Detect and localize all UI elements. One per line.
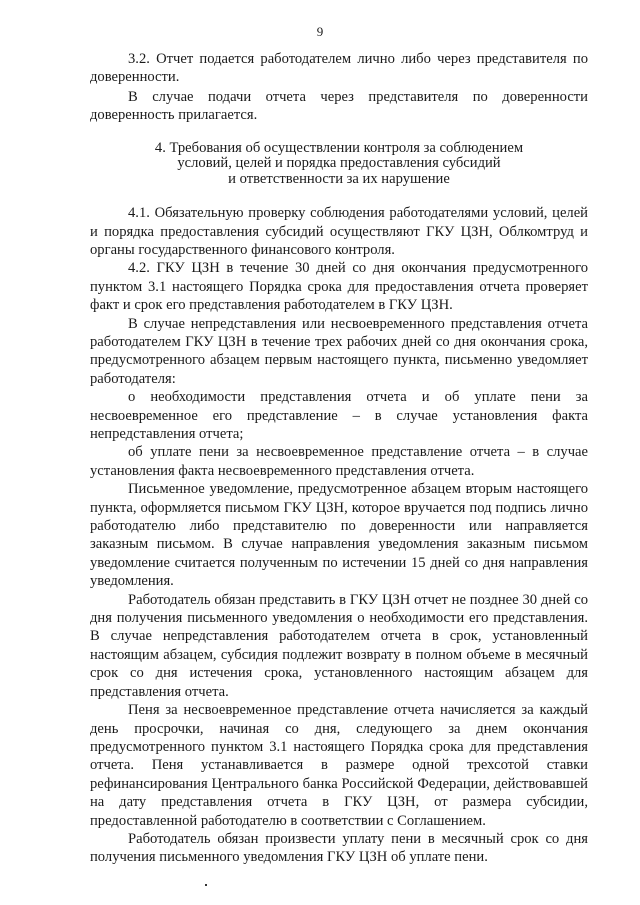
paragraph-power-of-attorney: В случае подачи отчета через представителя по доверенности доверенность прилагается. <box>90 88 588 124</box>
paragraph-report-deadline: Работодатель обязан представить в ГКУ ЦЗН отчет не позднее 30 дней со дня получения письменного уведомления о необходимости его представления. В случае непредставления работодателем отчета в срок, установленный настоящим абзацем, субсидия подлежит возврату в полном объеме в месячный срок со дня истечения срока, установленного настоящим абзацем для представления отчета. <box>90 591 588 700</box>
page-number: 9 <box>316 24 324 39</box>
paragraph-4-1: 4.1. Обязательную проверку соблюдения работодателями условий, целей и порядка предоставления субсидий осуществляют ГКУ ЦЗН, Облкомтруд и органы государственного финансового контроля. <box>90 205 588 258</box>
list-item-submit-report: о необходимости представления отчета и об уплате пени за несвоевременное его представление – в случае установления факта непредставления отчета; <box>90 389 588 442</box>
section-heading-line-2: условий, целей и порядка предоставления субсидий <box>177 155 501 172</box>
paragraph-written-notice: Письменное уведомление, предусмотренное абзацем вторым настоящего пункта, оформляется письмом ГКУ ЦЗН, которое вручается под подпись лично работодателю либо представителю по доверенности или направляется заказным письмом. В случае направления уведомления заказным письмом уведомление считается полученным по истечении 15 дней со дня направления уведомления. <box>90 481 588 590</box>
list-item-pay-penalty: об уплате пени за несвоевременное представление отчета – в случае установления факта несвоевременного представления отчета. <box>90 444 588 479</box>
document-body <box>90 50 588 867</box>
section-heading-line-1: 4. Требования об осуществлении контроля за соблюдением <box>154 139 524 156</box>
scan-speck <box>205 884 207 886</box>
section-heading <box>90 141 588 188</box>
paragraph-notification-intro: В случае непредставления или несвоевременного представления отчета работодателем ГКУ ЦЗН в течение трех рабочих дней со дня окончания срока, предусмотренного абзацем первым настоящего пункта, письменно уведомляет работодателя: <box>90 315 588 387</box>
paragraph-4-2: 4.2. ГКУ ЦЗН в течение 30 дней со дня окончания предусмотренного пунктом 3.1 настоящего Порядка срока для предоставления отчета проверяет факт и срок его представления работодателем в ГКУ ЦЗН. <box>90 260 588 314</box>
section-heading-line-3: и ответственности за их нарушение <box>228 170 450 187</box>
paragraph-penalty-calc: Пеня за несвоевременное представление отчета начисляется за каждый день просрочки, начиная со дня, следующего за днем окончания предусмотренного пунктом 3.1 настоящего Порядка срока для представления отчета. Пеня устанавливается в размере одной трехсотой ставки рефинансирования Центрального банка Российской Федерации, действовавшей на дату представления отчета в ГКУ ЦЗН, от размера субсидии, предоставленной работодателю в соответствии с Соглашением. <box>90 702 588 829</box>
paragraph-penalty-payment: Работодатель обязан произвести уплату пени в месячный срок со дня получения письменного уведомления ГКУ ЦЗН об уплате пени. <box>90 830 588 866</box>
paragraph-3-2: 3.2. Отчет подается работодателем лично либо через представителя по доверенности. <box>90 51 588 86</box>
